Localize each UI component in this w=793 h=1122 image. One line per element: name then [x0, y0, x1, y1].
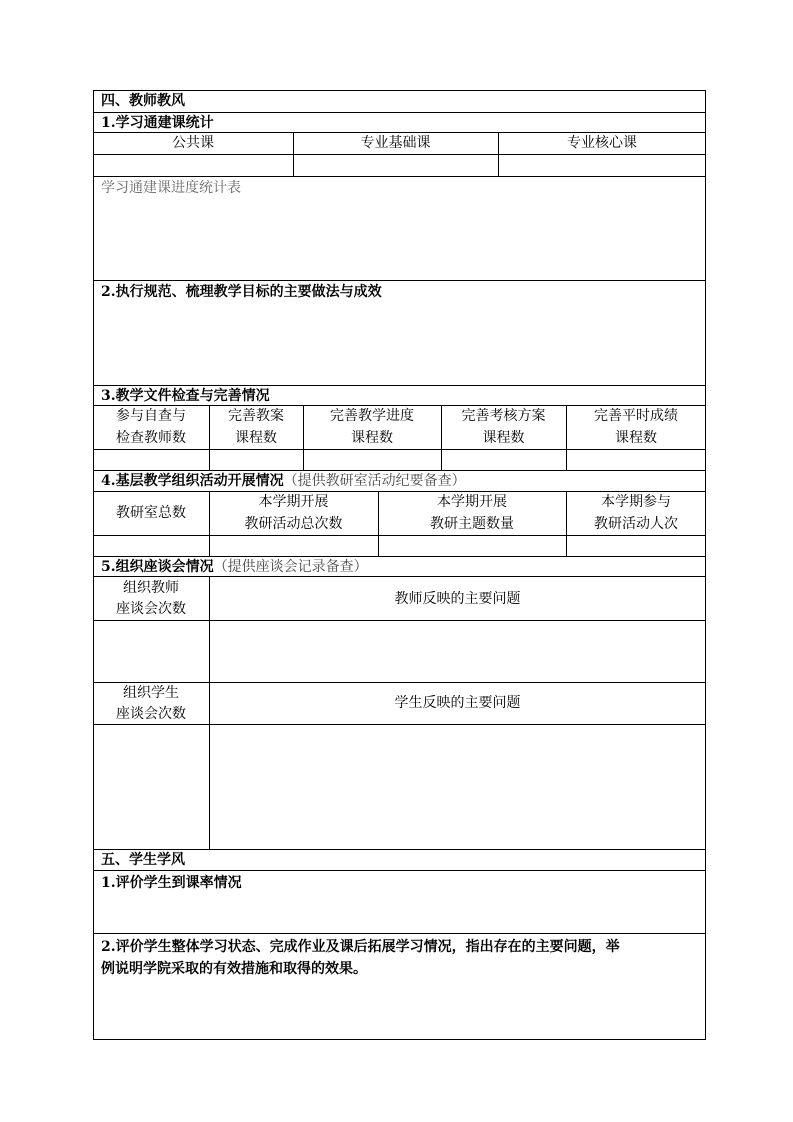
- border-right: [705, 90, 706, 1040]
- table-note: 学习通建课进度统计表: [101, 180, 241, 196]
- column-header: 本学期参与: [601, 494, 671, 510]
- question-title: 4.基层教学组织活动开展情况: [101, 473, 284, 489]
- evaluation-form: [93, 90, 706, 1040]
- column-header: 本学期开展: [437, 494, 507, 510]
- column-header: 教研活动总次数: [244, 516, 343, 532]
- question-note: （提供座谈会记录备查）: [213, 559, 368, 575]
- question-title: 1.学习通建课统计: [101, 115, 214, 131]
- rule: [93, 620, 706, 621]
- column-header: 完善教学进度: [330, 408, 414, 424]
- column-header: 课程数: [482, 430, 525, 446]
- column-header: 课程数: [351, 430, 393, 446]
- rule: [93, 933, 706, 934]
- column-header: 教师反映的主要问题: [394, 591, 521, 607]
- question-title: 3.教学文件检查与完善情况: [101, 388, 270, 404]
- question-title-line: 例说明学院采取的有效措施和取得的效果。: [101, 961, 367, 977]
- column-header: 教研主题数量: [430, 516, 514, 532]
- border-bottom: [93, 1039, 706, 1040]
- question-title: 5.组织座谈会情况: [101, 559, 214, 575]
- row-header: 座谈会次数: [116, 706, 186, 722]
- question-title-row: [101, 470, 466, 492]
- column-header: 完善平时成绩: [594, 408, 678, 424]
- question-title-row: [101, 556, 368, 578]
- column-header: 本学期开展: [258, 494, 329, 510]
- column-header: 学生反映的主要问题: [394, 695, 521, 711]
- column-header: 公共课: [172, 135, 214, 151]
- rule: [93, 535, 706, 536]
- question-title-line: 2.评价学生整体学习状态、完成作业及课后拓展学习情况，指出存在的主要问题，举: [101, 939, 620, 955]
- column-header: 完善教案: [228, 408, 284, 424]
- column-header: 教研活动人次: [594, 516, 678, 532]
- column-header: 课程数: [235, 430, 277, 446]
- rule: [93, 449, 706, 450]
- row-header: 座谈会次数: [116, 601, 186, 617]
- rule: [93, 154, 706, 155]
- column-header: 教研室总数: [116, 505, 186, 521]
- border-left: [93, 90, 94, 1040]
- question-title: 1.评价学生到课率情况: [101, 875, 242, 891]
- column-header: 课程数: [615, 430, 657, 446]
- section-title: 五、学生学风: [101, 852, 185, 868]
- section-title: 四、教师教风: [101, 93, 185, 109]
- column-header: 完善考核方案: [461, 408, 546, 424]
- row-header: 组织教师: [123, 580, 179, 596]
- column-header: 检查教师数: [116, 430, 186, 446]
- column-header: 参与自查与: [116, 408, 186, 424]
- question-title: 2.执行规范、梳理教学目标的主要做法与成效: [101, 284, 382, 300]
- question-note: （提供教研室活动纪要备查）: [283, 473, 466, 489]
- column-header: 专业核心课: [567, 135, 637, 151]
- row-header: 组织学生: [123, 685, 179, 701]
- column-header: 专业基础课: [360, 135, 431, 151]
